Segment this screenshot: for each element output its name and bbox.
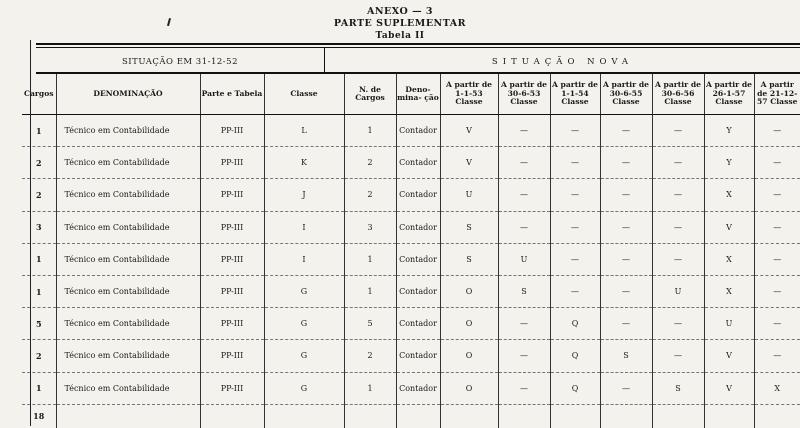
cell-denominacao: Técnico em Contabilidade [56, 340, 200, 372]
cell-parte-tabela: PP-III [200, 243, 264, 275]
cell-parte-tabela: PP-III [200, 275, 264, 307]
cell-denominacao-nova: Contador [396, 147, 440, 179]
document-header [0, 6, 800, 42]
left-edge-rule [30, 40, 31, 426]
cell-date-7: — [754, 179, 800, 211]
cargos-table [22, 74, 800, 428]
cell-date-2: — [498, 179, 550, 211]
cell-date-7: X [754, 372, 800, 404]
cell-denominacao: Técnico em Contabilidade [56, 372, 200, 404]
cell-denominacao: Técnico em Contabilidade [56, 115, 200, 147]
cell-date-1: O [440, 372, 498, 404]
cell-date-6: V [704, 211, 754, 243]
table-row [22, 372, 800, 404]
col-date-7: A partir de 21-12-57 Classe [754, 74, 800, 115]
cell-date-2: S [498, 275, 550, 307]
cell-parte-tabela: PP-III [200, 340, 264, 372]
cell-denominacao-nova: Contador [396, 179, 440, 211]
cell-date-5: — [652, 308, 704, 340]
cell-date-7: — [754, 211, 800, 243]
cell-denominacao: Técnico em Contabilidade [56, 211, 200, 243]
cell-classe: K [264, 147, 344, 179]
cell-parte-tabela: PP-III [200, 308, 264, 340]
cell-cargos: 3 [22, 211, 56, 243]
tabela-title: Tabela II [375, 31, 425, 41]
cell-denominacao-nova: Contador [396, 372, 440, 404]
cell-date-7: — [754, 147, 800, 179]
col-denominacao-nova: Deno- mina- ção [396, 74, 440, 115]
cell-n-cargos: 1 [344, 115, 396, 147]
cell-cargos: 2 [22, 340, 56, 372]
cell-denominacao-nova: Contador [396, 243, 440, 275]
cell-classe: J [264, 179, 344, 211]
table-row [22, 340, 800, 372]
cell-date-4: — [600, 115, 652, 147]
cell-date-5: — [652, 211, 704, 243]
cell-denominacao-nova: Contador [396, 211, 440, 243]
cell-date-6: V [704, 372, 754, 404]
cell-date-7: — [754, 243, 800, 275]
cell-date-5: — [652, 243, 704, 275]
cell-date-5: — [652, 115, 704, 147]
cell-date-3: — [550, 243, 600, 275]
cell-date-3: — [550, 179, 600, 211]
cell-classe: G [264, 372, 344, 404]
cell-denominacao: Técnico em Contabilidade [56, 308, 200, 340]
cell-date-3: — [550, 211, 600, 243]
situacao-antiga-label: SITUAÇÃO EM 31-12-52 [121, 57, 238, 67]
cell-date-4: — [600, 147, 652, 179]
cell-date-3: — [550, 147, 600, 179]
cell-classe: I [264, 211, 344, 243]
situacao-nova-label: SITUAÇÃO NOVA [491, 57, 634, 67]
cell-cargos: 2 [22, 147, 56, 179]
cell-cargos: 1 [22, 243, 56, 275]
cell-cargos: 2 [22, 179, 56, 211]
table-row [22, 147, 800, 179]
cell-classe: G [264, 308, 344, 340]
cell-n-cargos: 2 [344, 179, 396, 211]
col-date-1: A partir de 1-1-53 Classe [440, 74, 498, 115]
table-row [22, 308, 800, 340]
anexo-title: ANEXO — 3 [367, 6, 433, 17]
cell-date-6: Y [704, 147, 754, 179]
cell-cargos: 1 [22, 275, 56, 307]
cell-parte-tabela: PP-III [200, 115, 264, 147]
cell-date-1: V [440, 115, 498, 147]
cell-n-cargos: 1 [344, 372, 396, 404]
col-date-5: A partir de 30-6-56 Classe [652, 74, 704, 115]
col-n-cargos: N. de Cargos [344, 74, 396, 115]
cell-cargos: 1 [22, 115, 56, 147]
col-cargos: Cargos [22, 74, 56, 115]
cell-date-5: — [652, 179, 704, 211]
cell-cargos: 5 [22, 308, 56, 340]
cell-date-7: — [754, 115, 800, 147]
cell-classe: G [264, 340, 344, 372]
cell-date-6: X [704, 275, 754, 307]
cell-date-3: — [550, 115, 600, 147]
cell-date-5: — [652, 340, 704, 372]
cell-date-3: Q [550, 308, 600, 340]
cell-date-5: — [652, 147, 704, 179]
cell-date-4: S [600, 340, 652, 372]
cell-denominacao-nova: Contador [396, 308, 440, 340]
cell-denominacao-nova: Contador [396, 275, 440, 307]
col-parte-tabela: Parte e Tabela [200, 74, 264, 115]
table-row [22, 179, 800, 211]
total-cargos: 18 [22, 404, 56, 428]
cell-denominacao: Técnico em Contabilidade [56, 179, 200, 211]
table-row [22, 211, 800, 243]
cell-date-6: X [704, 243, 754, 275]
cell-date-3: — [550, 275, 600, 307]
total-row [22, 404, 800, 428]
cell-date-2: U [498, 243, 550, 275]
cell-cargos: 1 [22, 372, 56, 404]
cell-date-2: — [498, 147, 550, 179]
cell-date-1: U [440, 179, 498, 211]
cell-n-cargos: 5 [344, 308, 396, 340]
cell-denominacao: Técnico em Contabilidade [56, 275, 200, 307]
cell-date-1: S [440, 243, 498, 275]
table-row [22, 275, 800, 307]
cell-date-1: V [440, 147, 498, 179]
cell-parte-tabela: PP-III [200, 211, 264, 243]
table-header-row [22, 74, 800, 115]
col-date-4: A partir de 30-6-55 Classe [600, 74, 652, 115]
cell-date-1: S [440, 211, 498, 243]
cell-date-2: — [498, 340, 550, 372]
cell-parte-tabela: PP-III [200, 147, 264, 179]
top-rule-thin [36, 47, 800, 48]
cell-date-5: S [652, 372, 704, 404]
cell-date-4: — [600, 211, 652, 243]
cell-date-1: O [440, 308, 498, 340]
cell-classe: G [264, 275, 344, 307]
col-date-6: A partir de 26-1-57 Classe [704, 74, 754, 115]
cell-date-3: Q [550, 372, 600, 404]
cell-date-4: — [600, 308, 652, 340]
cell-parte-tabela: PP-III [200, 372, 264, 404]
cell-date-4: — [600, 275, 652, 307]
cell-n-cargos: 1 [344, 275, 396, 307]
cell-n-cargos: 1 [344, 243, 396, 275]
cell-date-6: V [704, 340, 754, 372]
col-denominacao: DENOMINAÇÃO [56, 74, 200, 115]
cell-date-7: — [754, 308, 800, 340]
cell-date-3: Q [550, 340, 600, 372]
cell-classe: I [264, 243, 344, 275]
cell-date-1: O [440, 340, 498, 372]
top-rule [36, 43, 800, 45]
cell-denominacao: Técnico em Contabilidade [56, 147, 200, 179]
cell-n-cargos: 3 [344, 211, 396, 243]
cell-date-4: — [600, 372, 652, 404]
cell-denominacao-nova: Contador [396, 340, 440, 372]
cell-date-1: O [440, 275, 498, 307]
cell-denominacao: Técnico em Contabilidade [56, 243, 200, 275]
parte-title: PARTE SUPLEMENTAR [333, 18, 467, 29]
cell-n-cargos: 2 [344, 340, 396, 372]
cell-date-5: U [652, 275, 704, 307]
cell-parte-tabela: PP-III [200, 179, 264, 211]
table-row [22, 243, 800, 275]
cell-date-6: X [704, 179, 754, 211]
cell-denominacao-nova: Contador [396, 115, 440, 147]
cell-date-2: — [498, 211, 550, 243]
cell-date-4: — [600, 179, 652, 211]
cell-date-7: — [754, 275, 800, 307]
cell-classe: L [264, 115, 344, 147]
cell-date-7: — [754, 340, 800, 372]
table-row [22, 115, 800, 147]
cell-date-2: — [498, 308, 550, 340]
cell-date-4: — [600, 243, 652, 275]
cell-date-6: Y [704, 115, 754, 147]
col-date-3: A partir de 1-1-54 Classe [550, 74, 600, 115]
cell-date-6: U [704, 308, 754, 340]
col-date-2: A partir de 30-6-53 Classe [498, 74, 550, 115]
cell-date-2: — [498, 372, 550, 404]
cell-n-cargos: 2 [344, 147, 396, 179]
col-classe: Classe [264, 74, 344, 115]
cell-date-2: — [498, 115, 550, 147]
